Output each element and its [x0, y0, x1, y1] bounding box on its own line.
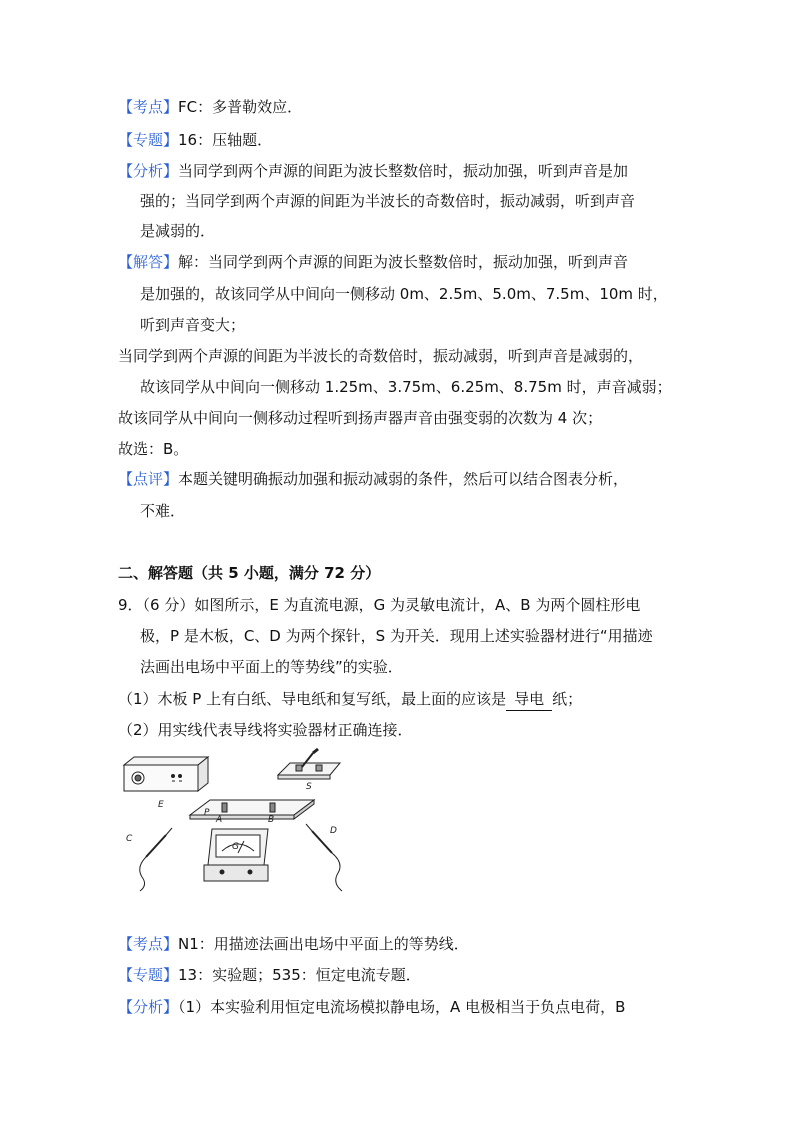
q9-sub1-after: 纸； — [552, 690, 583, 708]
q9-stem-line-3: 法画出电场中平面上的等势线”的实验． — [140, 658, 403, 676]
q9-kaodian-text: N1：用描迹法画出电场中平面上的等势线． — [178, 935, 469, 953]
label-b: B — [268, 815, 275, 825]
q8-jieda-text-1: 解：当同学到两个声源的间距为波长整数倍时，振动加强，听到声音 — [178, 253, 629, 271]
q8-jieda-line-1 — [118, 251, 628, 273]
q9-sub1-before: （1）木板 P 上有白纸、导电纸和复写纸，最上面的应该是 — [118, 690, 507, 708]
q8-dianping-line-2: 不难． — [140, 502, 186, 520]
label-p: P — [204, 808, 210, 818]
q8-body-line-7: 故选：B。 — [118, 440, 189, 458]
section-heading: 二、解答题（共 5 小题，满分 72 分） — [118, 564, 381, 582]
q9-zhuanti-line — [118, 964, 421, 986]
label-e: E — [158, 800, 164, 810]
q8-fenxi-line-3: 是减弱的． — [140, 222, 216, 240]
tag-zhuanti-q9: 【专题】 — [118, 966, 179, 984]
q8-fenxi-line-2: 强的；当同学到两个声源的间距为半波长的奇数倍时，振动减弱，听到声音 — [140, 192, 636, 210]
q9-sub1-line — [118, 688, 582, 711]
q9-stem-line-1: 9．（6 分）如图所示，E 为直流电源，G 为灵敏电流计，A、B 为两个圆柱形电 — [118, 596, 641, 614]
label-d: D — [330, 826, 337, 836]
electrode-b — [270, 803, 275, 812]
q8-jieda-line-2: 是加强的，故该同学从中间向一侧移动 0m、2.5m、5.0m、7.5m、10m 时， — [140, 285, 668, 303]
label-g: G — [232, 842, 239, 852]
q8-body-line-4: 当同学到两个声源的间距为半波长的奇数倍时，振动减弱，听到声音是减弱的， — [118, 347, 644, 365]
experiment-apparatus-figure — [118, 745, 358, 895]
label-a: A — [216, 815, 223, 825]
q8-zhuanti-text: 16：压轴题． — [178, 131, 273, 149]
q9-fenxi-text: （1）本实验利用恒定电流场模拟静电场，A 电极相当于负点电荷，B — [178, 998, 626, 1016]
q8-dianping-text-1: 本题关键明确振动加强和振动减弱的条件，然后可以结合图表分析， — [178, 470, 629, 488]
galvanometer-g — [204, 829, 268, 881]
tag-fenxi: 【分析】 — [118, 162, 179, 180]
q8-fenxi-text-1: 当同学到两个声源的间距为波长整数倍时，振动加强，听到声音是加 — [178, 162, 629, 180]
q9-zhuanti-text: 13：实验题；535：恒定电流专题． — [178, 966, 421, 984]
power-supply-e — [124, 757, 208, 791]
q9-stem-line-2: 极，P 是木板，C、D 为两个探针，S 为开关．现用上述实验器材进行“用描迹 — [140, 627, 653, 645]
q8-kaodian-text: FC：多普勒效应． — [178, 98, 303, 116]
tag-fenxi-q9: 【分析】 — [118, 998, 179, 1016]
tag-jieda: 【解答】 — [118, 253, 179, 271]
q8-fenxi-line-1 — [118, 160, 628, 182]
tag-dianping: 【点评】 — [118, 470, 179, 488]
q8-dianping-line-1 — [118, 468, 628, 490]
q9-fenxi-line — [118, 996, 625, 1018]
q8-body-line-5: 故该同学从中间向一侧移动 1.25m、3.75m、6.25m、8.75m 时，声音减弱； — [140, 378, 672, 396]
tag-kaodian: 【考点】 — [118, 98, 179, 116]
tag-zhuanti: 【专题】 — [118, 131, 179, 149]
probe-c — [140, 828, 172, 891]
electrode-a — [222, 803, 227, 812]
switch-s — [278, 749, 340, 779]
q8-jieda-line-3: 听到声音变大； — [140, 316, 246, 334]
q9-kaodian-line — [118, 933, 469, 955]
q8-kaodian-line — [118, 96, 302, 118]
label-c: C — [126, 834, 133, 844]
q9-sub2-line: （2）用实线代表导线将实验器材正确连接． — [118, 721, 413, 739]
q9-sub1-answer: 导电 — [506, 688, 552, 711]
tag-kaodian-q9: 【考点】 — [118, 935, 179, 953]
q8-body-line-6: 故该同学从中间向一侧移动过程听到扬声器声音由强变弱的次数为 4 次； — [118, 409, 603, 427]
label-s: S — [306, 782, 312, 792]
q8-zhuanti-line — [118, 129, 272, 151]
